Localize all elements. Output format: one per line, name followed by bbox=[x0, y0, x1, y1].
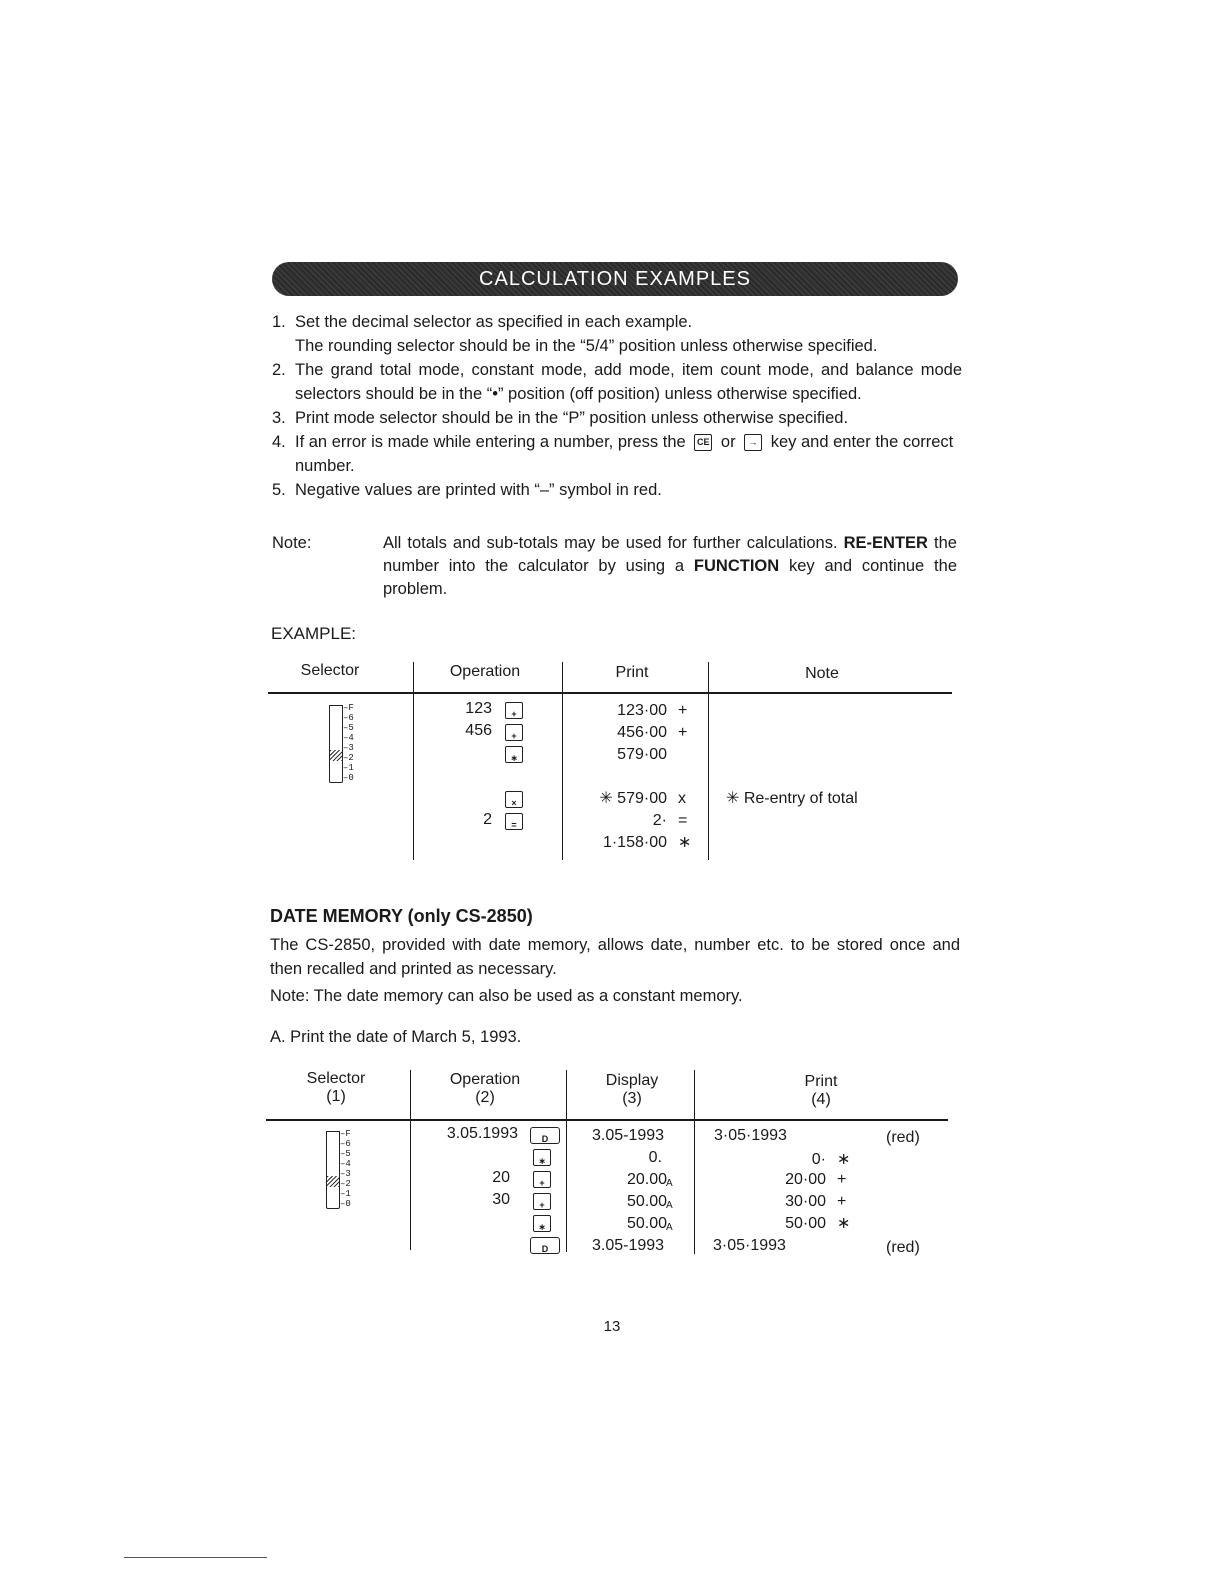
total-key-icon: ∗ bbox=[533, 1215, 551, 1232]
selector-knob bbox=[330, 750, 342, 761]
operation-number: 20 bbox=[492, 1169, 510, 1186]
plus-key-icon: + bbox=[533, 1193, 551, 1210]
sub-heading: A. Print the date of March 5, 1993. bbox=[270, 1028, 522, 1046]
multiply-key-icon: × bbox=[505, 791, 523, 808]
operation-number: 123 bbox=[465, 700, 492, 717]
print-value: 50·00 bbox=[785, 1215, 826, 1232]
decimal-selector-graphic bbox=[326, 1131, 386, 1211]
print-symbol: = bbox=[678, 812, 688, 829]
display-value: 3.05-1993 bbox=[592, 1127, 665, 1144]
date-key-icon: D bbox=[530, 1127, 560, 1144]
display-value: 20.00 bbox=[626, 1171, 667, 1188]
display-suffix: A bbox=[666, 1200, 673, 1211]
print-note: (red) bbox=[886, 1129, 920, 1146]
example-label: EXAMPLE: bbox=[271, 624, 357, 643]
plus-key-icon: + bbox=[505, 724, 523, 741]
selector-ticks: –F –6 –5 –4 –3 –2 –1 –0 bbox=[343, 703, 354, 783]
print-symbol: x bbox=[678, 790, 686, 807]
selector-slot bbox=[329, 705, 343, 783]
header-rule bbox=[266, 1119, 948, 1121]
selector-slot bbox=[326, 1131, 340, 1209]
operation-number: 3.05.1993 bbox=[446, 1125, 518, 1142]
plus-key-icon: + bbox=[533, 1171, 551, 1188]
date-key-icon: D bbox=[530, 1237, 560, 1254]
print-symbol: + bbox=[678, 702, 688, 719]
selector-ticks: –F –6 –5 –4 –3 –2 –1 –0 bbox=[340, 1129, 351, 1209]
column-divider bbox=[694, 1070, 695, 1254]
decimal-selector-graphic bbox=[329, 705, 389, 785]
print-value: 0· bbox=[811, 1151, 826, 1168]
list-item: 2. The grand total mode, constant mode, add mode, item count mode, and balance mode selectors should be in the “•” position (off position) unless otherwise specified. bbox=[272, 361, 962, 403]
header-rule bbox=[268, 692, 952, 694]
note-text: ✳ Re-entry of total bbox=[726, 790, 858, 807]
print-value: 2· bbox=[652, 812, 667, 829]
display-suffix: A bbox=[666, 1222, 673, 1233]
print-value: 579·00 bbox=[617, 746, 667, 763]
display-suffix: A bbox=[666, 1178, 673, 1189]
print-value: 3·05·1993 bbox=[713, 1237, 786, 1254]
header-operation: Operation bbox=[449, 663, 521, 680]
header-operation: Operation (2) bbox=[449, 1071, 521, 1106]
print-value: ✳ 579·00 bbox=[599, 790, 667, 807]
arrow-key-icon: → bbox=[744, 434, 762, 451]
section-body: The CS-2850, provided with date memory, allows date, number etc. to be stored once and then recalled and printed as necessary. Note: The date memory can also be used as a constant memory. bbox=[270, 936, 960, 1005]
display-value: 50.00 bbox=[626, 1193, 667, 1210]
operation-number: 456 bbox=[465, 722, 492, 739]
print-note: (red) bbox=[886, 1239, 920, 1256]
print-value: 1·158·00 bbox=[602, 834, 667, 851]
header-display: Display (3) bbox=[605, 1072, 659, 1107]
column-divider bbox=[562, 662, 563, 860]
display-value: 0. bbox=[648, 1149, 662, 1166]
operation-number: 2 bbox=[483, 811, 492, 828]
print-value: 456·00 bbox=[617, 724, 667, 741]
header-note: Note bbox=[805, 665, 839, 682]
column-divider bbox=[708, 662, 709, 860]
print-symbol: ∗ bbox=[837, 1151, 851, 1168]
page-number: 13 bbox=[603, 1318, 621, 1335]
banner-title: CALCULATION EXAMPLES bbox=[479, 267, 751, 290]
print-symbol: ∗ bbox=[837, 1215, 851, 1232]
column-divider bbox=[566, 1070, 567, 1252]
column-divider bbox=[413, 662, 414, 860]
section-title: DATE MEMORY (only CS-2850) bbox=[270, 906, 533, 926]
selector-knob bbox=[327, 1176, 339, 1187]
section-banner bbox=[272, 262, 958, 296]
print-value: 20·00 bbox=[785, 1171, 826, 1188]
instruction-list bbox=[272, 310, 962, 502]
footer-rule bbox=[124, 1557, 267, 1558]
print-symbol: + bbox=[837, 1171, 847, 1188]
list-item: 5. Negative values are printed with “–” symbol in red. bbox=[272, 481, 662, 499]
total-key-icon: ∗ bbox=[533, 1149, 551, 1166]
header-selector: Selector bbox=[300, 662, 360, 679]
plus-key-icon: + bbox=[505, 702, 523, 719]
equals-key-icon: = bbox=[505, 813, 523, 830]
print-symbol: ∗ bbox=[678, 834, 692, 851]
header-print: Print (4) bbox=[804, 1073, 838, 1108]
operation-number: 30 bbox=[492, 1191, 510, 1208]
total-key-icon: ∗ bbox=[505, 746, 523, 763]
print-value: 123·00 bbox=[617, 702, 667, 719]
header-selector: Selector (1) bbox=[306, 1070, 366, 1105]
ce-key-icon: CE bbox=[694, 434, 712, 451]
column-divider bbox=[410, 1070, 411, 1250]
display-value: 50.00 bbox=[626, 1215, 667, 1232]
header-print: Print bbox=[615, 664, 649, 681]
print-symbol: + bbox=[678, 724, 688, 741]
list-item: 4. If an error is made while entering a number, press the CE or → key and enter the correct number. bbox=[272, 433, 954, 475]
list-item: 3. Print mode selector should be in the “P” position unless otherwise specified. bbox=[272, 409, 849, 427]
display-value: 3.05-1993 bbox=[592, 1237, 665, 1254]
print-value: 30·00 bbox=[785, 1193, 826, 1210]
print-value: 3·05·1993 bbox=[714, 1127, 787, 1144]
note-block: Note: All totals and sub-totals may be used for further calculations. RE-ENTER the number into the calculator by using a FUNCTION key and continue the problem. bbox=[272, 534, 957, 598]
list-item: 1. Set the decimal selector as specified in each example. The rounding selector should be in the “5/4” position unless otherwise specified. bbox=[272, 313, 878, 355]
print-symbol: + bbox=[837, 1193, 847, 1210]
